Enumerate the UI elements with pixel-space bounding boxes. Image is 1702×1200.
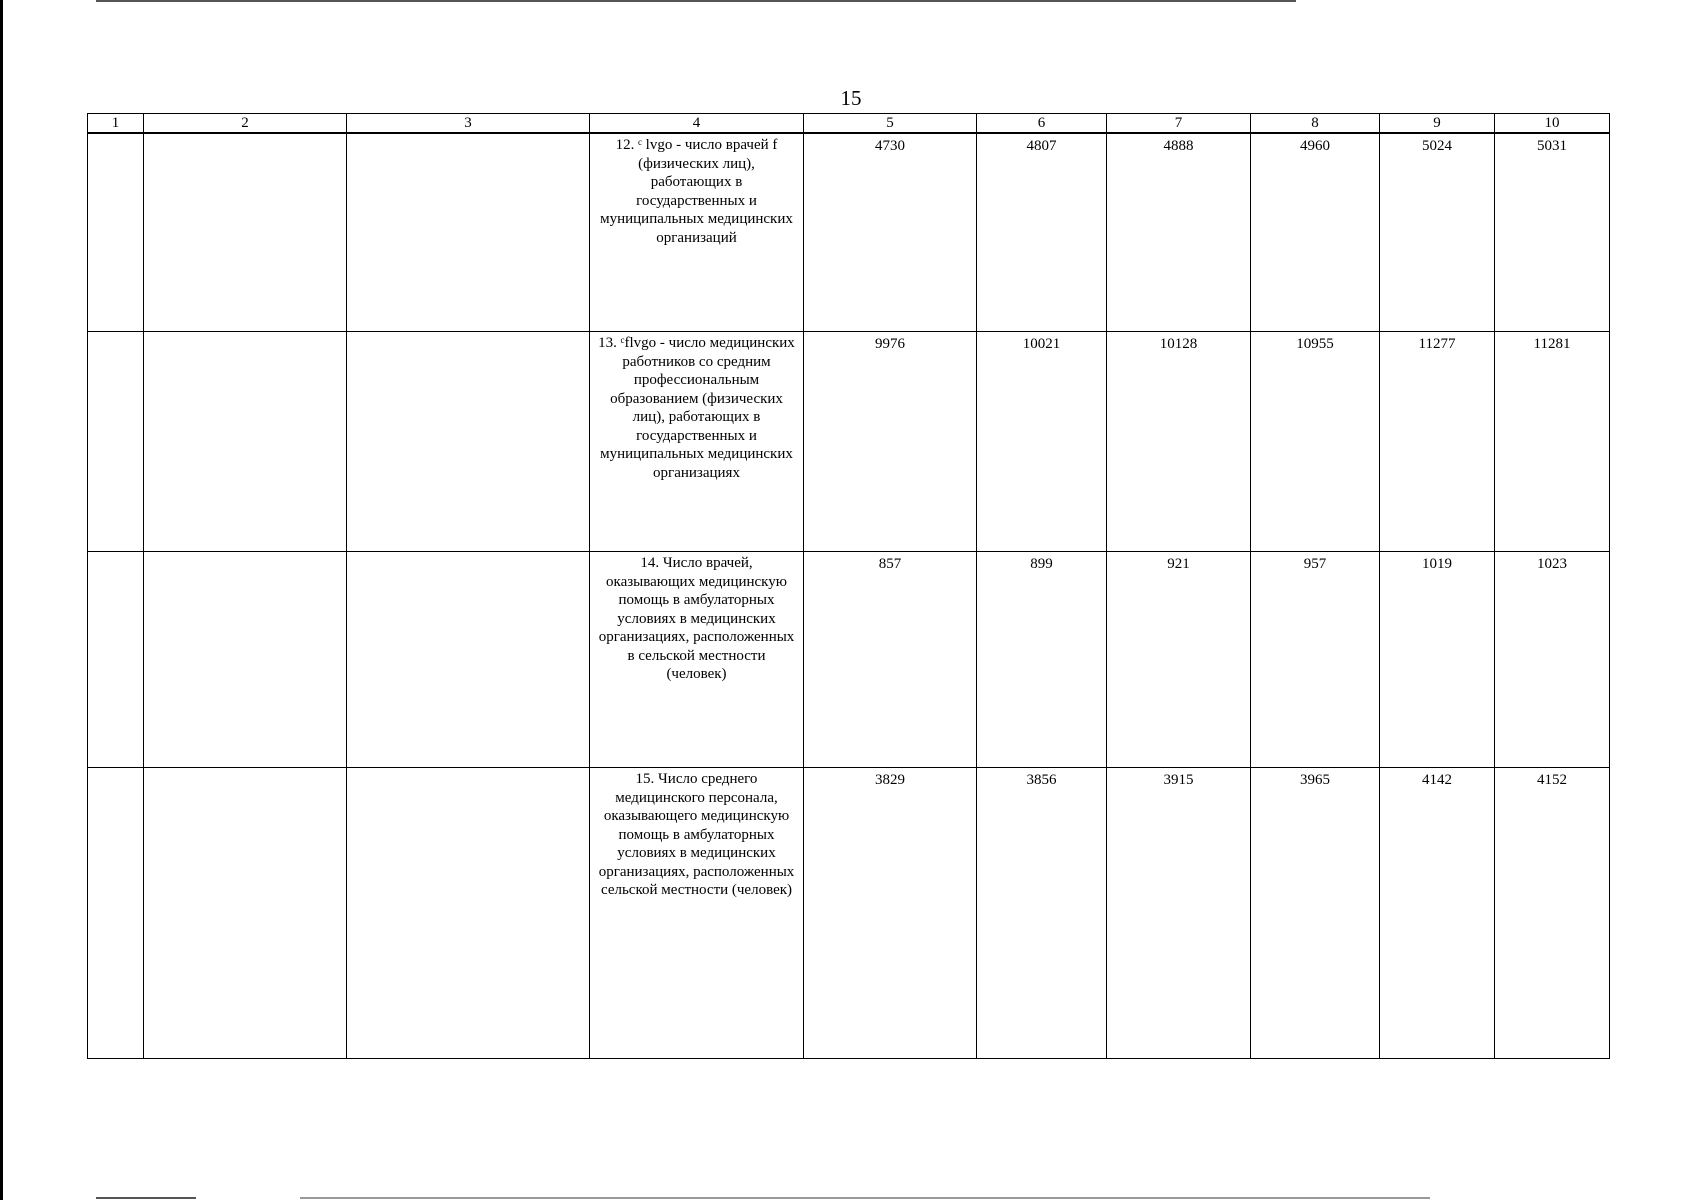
cell-col1 (88, 552, 144, 768)
cell-col1 (88, 133, 144, 332)
value-cell: 4152 (1495, 768, 1610, 1059)
table-row (88, 332, 1610, 552)
column-header: 3 (347, 114, 590, 134)
indicator-table (87, 113, 1610, 1059)
column-header: 2 (144, 114, 347, 134)
column-header: 1 (88, 114, 144, 134)
value-cell: 9976 (804, 332, 977, 552)
header-row (88, 114, 1610, 134)
indicator-description: 15. Число среднего медицинского персонала, оказывающего медицинскую помощь в амбулаторных условиях в медицинских организациях, расположенных сельской местности (человек) (590, 768, 804, 1059)
scan-edge-left (0, 0, 3, 1200)
value-cell: 4807 (977, 133, 1107, 332)
value-cell: 5031 (1495, 133, 1610, 332)
cell-col1 (88, 332, 144, 552)
indicator-description: 14. Число врачей, оказывающих медицинскую помощь в амбулаторных условиях в медицинских организациях, расположенных в сельской местности (человек) (590, 552, 804, 768)
value-cell: 4960 (1251, 133, 1380, 332)
table-row (88, 552, 1610, 768)
value-cell: 1019 (1380, 552, 1495, 768)
cell-col3 (347, 332, 590, 552)
value-cell: 4730 (804, 133, 977, 332)
column-header: 7 (1107, 114, 1251, 134)
value-cell: 899 (977, 552, 1107, 768)
scan-edge-bottom (96, 1197, 196, 1199)
value-cell: 1023 (1495, 552, 1610, 768)
value-cell: 3829 (804, 768, 977, 1059)
value-cell: 3915 (1107, 768, 1251, 1059)
table-row (88, 768, 1610, 1059)
value-cell: 11281 (1495, 332, 1610, 552)
value-cell: 5024 (1380, 133, 1495, 332)
column-header: 4 (590, 114, 804, 134)
column-header: 10 (1495, 114, 1610, 134)
cell-col2 (144, 133, 347, 332)
cell-col1 (88, 768, 144, 1059)
cell-col3 (347, 133, 590, 332)
cell-col3 (347, 768, 590, 1059)
column-header: 8 (1251, 114, 1380, 134)
column-header: 9 (1380, 114, 1495, 134)
value-cell: 957 (1251, 552, 1380, 768)
value-cell: 3856 (977, 768, 1107, 1059)
indicator-description: 12. ᶜ lvgo - число врачей f (физических лиц), работающих в государственных и муниципальных медицинских организаций (590, 133, 804, 332)
scan-edge-top (96, 0, 1296, 2)
column-header: 5 (804, 114, 977, 134)
value-cell: 857 (804, 552, 977, 768)
value-cell: 4888 (1107, 133, 1251, 332)
value-cell: 4142 (1380, 768, 1495, 1059)
cell-col2 (144, 768, 347, 1059)
cell-col2 (144, 332, 347, 552)
value-cell: 10128 (1107, 332, 1251, 552)
cell-col2 (144, 552, 347, 768)
value-cell: 921 (1107, 552, 1251, 768)
cell-col3 (347, 552, 590, 768)
column-header: 6 (977, 114, 1107, 134)
scan-edge-bottom-right (300, 1197, 1430, 1199)
value-cell: 11277 (1380, 332, 1495, 552)
table-row (88, 133, 1610, 332)
value-cell: 3965 (1251, 768, 1380, 1059)
page-number: 15 (840, 86, 862, 110)
value-cell: 10021 (977, 332, 1107, 552)
value-cell: 10955 (1251, 332, 1380, 552)
indicator-description: 13. ᶜflvgo - число медицинских работников со средним профессиональным образованием (физических лиц), работающих в государственных и муниципальных медицинских организациях (590, 332, 804, 552)
